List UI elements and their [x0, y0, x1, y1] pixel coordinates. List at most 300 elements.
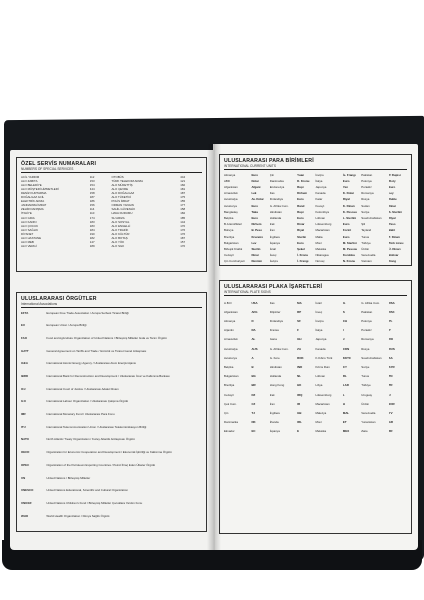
- plate-value: F: [297, 328, 299, 333]
- plate-value: TN: [388, 374, 393, 379]
- service-number: 170: [180, 223, 186, 228]
- plate-country: G. Afrika Cum.: [269, 346, 289, 351]
- plate-value: ZR: [388, 429, 393, 434]
- currency-country: İran: [269, 228, 275, 233]
- association-row: [21, 450, 202, 454]
- currency-column: [361, 172, 388, 265]
- plate-value: ZA: [297, 346, 302, 351]
- currency-country: Ürdün: [361, 247, 370, 252]
- currency-column: [251, 172, 269, 265]
- currency-value: Rupi: [297, 185, 304, 189]
- currency-value: İs. Frangı: [342, 172, 356, 177]
- plate-country: Finlandiya: [269, 319, 283, 323]
- association-row: [21, 336, 202, 340]
- plate-value: CY: [342, 365, 347, 370]
- association-name: United Nations Children's Fund / Birleşmiş Milletler Çocuklara Yardım Fonu: [46, 500, 143, 505]
- currency-value: Renmin: [251, 259, 263, 264]
- plate-country: Belçika: [224, 365, 234, 370]
- service-name: DİYANET: [21, 231, 34, 236]
- association-abbr: UNESCO: [21, 488, 34, 493]
- currency-country: Cezayir: [224, 253, 234, 258]
- plate-value: NL: [297, 374, 302, 379]
- service-name: ORMAN YANGIN: [111, 203, 134, 208]
- currency-country: İsveç: [269, 253, 277, 258]
- currency-country: Fas: [269, 191, 275, 196]
- plate-value: JOR: [388, 401, 395, 406]
- plates-box: [219, 280, 412, 534]
- plate-value: MAL: [342, 411, 350, 416]
- service-number: 444: [180, 174, 186, 179]
- currency-country: Macaristan: [315, 228, 330, 233]
- currency-value: Euro: [342, 222, 350, 227]
- plate-value: BR: [251, 383, 256, 388]
- currency-country: Birleşik Krallık: [224, 247, 243, 252]
- currency-value: Riyal: [388, 216, 396, 221]
- currency-value: M. Pesosu: [342, 247, 358, 252]
- plate-country: Uruguay: [361, 392, 373, 397]
- service-number: 189: [89, 244, 95, 249]
- currency-value: Sterlin: [297, 234, 307, 239]
- association-name: United Nations / Birleşmiş Milletler: [46, 475, 91, 480]
- currency-value: Dirhem: [297, 191, 308, 196]
- plate-country: Polonya: [361, 319, 372, 323]
- currency-value: Kordoba: [342, 253, 355, 258]
- service-name: ALO ENGELLİ: [111, 223, 131, 228]
- currency-country: Tayland: [361, 228, 372, 233]
- plate-country: Ürdün: [361, 401, 370, 406]
- currency-value: Euro: [297, 216, 304, 221]
- plate-value: SF: [297, 319, 301, 323]
- currency-country: İsviçre: [269, 259, 279, 264]
- currency-country: Malta: [315, 234, 323, 239]
- service-number: 112: [89, 174, 95, 179]
- plate-country: Filipinler: [269, 309, 281, 314]
- association-row: [21, 488, 202, 492]
- plate-country: Avusturya: [224, 355, 237, 360]
- plate-country: Hollanda: [269, 374, 282, 379]
- plate-value: P: [388, 328, 391, 333]
- association-abbr: WHO: [21, 513, 29, 518]
- service-number: 181: [180, 186, 186, 191]
- plate-country: Bulgaristan: [224, 374, 239, 379]
- plate-country: Yunanistan: [361, 420, 376, 425]
- association-name: European Free Trade Association / Avrupa Serbest Ticaret Birliği: [46, 310, 129, 315]
- currency-value: Rupi: [297, 209, 304, 214]
- association-abbr: EU: [21, 323, 26, 328]
- currency-country: Kanada: [315, 191, 326, 196]
- association-name: Food and Agriculture Organization of United Nations / Birleşmiş Milletler Gıda ve Tarım Örgütü: [46, 335, 167, 340]
- plate-country: İngiltere: [269, 411, 281, 416]
- currency-value: İ. Frangı: [297, 259, 309, 264]
- plate-value: AUS: [251, 346, 258, 351]
- currency-value: T. Dinarı: [388, 234, 400, 239]
- service-number: 160: [180, 182, 186, 187]
- currency-country: Suriye: [361, 209, 370, 214]
- plate-value: D: [251, 319, 254, 323]
- plate-country: Kıbrıs Rum: [315, 365, 330, 370]
- service-name: ALO YÖK: [111, 240, 125, 245]
- service-name: DENİZ KURTARMA: [21, 190, 47, 195]
- currency-country: Venezuella: [361, 253, 376, 258]
- plate-value: SA: [388, 355, 393, 360]
- currency-title: ULUSLARARASI PARA BİRİMLERİ: [224, 158, 314, 164]
- currency-country: Endonezya: [269, 185, 285, 189]
- plate-value: GR: [388, 420, 393, 425]
- plate-value: RA: [251, 328, 256, 333]
- association-name: International Monetary Fund / Uluslararası Para Fonu: [46, 412, 115, 417]
- plate-country: Avustralya: [224, 346, 238, 351]
- service-number: 170: [180, 244, 186, 249]
- special-services-subtitle: NUMBERS OF SPECIAL SERVICES: [21, 167, 74, 171]
- service-name: ALO TRAFİK: [111, 227, 129, 232]
- plate-country: İsveç: [315, 309, 323, 314]
- association-row: [21, 425, 202, 429]
- plate-value: GB: [297, 411, 302, 416]
- association-row: [21, 374, 202, 378]
- currency-value: Ley: [388, 191, 394, 196]
- service-name: ALO MÜFETTİŞ: [111, 182, 133, 187]
- plate-country: Malezya: [315, 411, 327, 416]
- service-number: 182: [89, 236, 95, 240]
- service-number: 186: [89, 199, 95, 204]
- plate-value: AFG: [251, 309, 258, 314]
- currency-country: Tunus: [361, 234, 370, 239]
- plate-value: TJ: [251, 411, 255, 416]
- currency-value: Kruzeiro: [251, 234, 264, 239]
- currency-country: Sudan: [361, 203, 370, 208]
- plate-value: IRL: [297, 420, 302, 425]
- currency-country: Pakistan: [361, 172, 373, 177]
- association-abbr: UN: [21, 475, 26, 480]
- association-row: [21, 387, 202, 391]
- association-row: [21, 437, 202, 441]
- plate-value: PAK: [388, 309, 395, 314]
- currency-country: Arnavutluk: [224, 191, 238, 196]
- service-number: 175: [180, 195, 186, 200]
- plate-column: [389, 299, 407, 437]
- currency-value: Euro: [251, 172, 259, 177]
- plate-value: GH: [297, 337, 302, 342]
- service-name: POLİS İMDAT: [111, 199, 130, 204]
- special-services-rule: [21, 172, 202, 173]
- association-row: [21, 514, 202, 518]
- currency-country: Kolombiya: [315, 209, 329, 214]
- plate-country: Lüksemburg: [315, 392, 332, 397]
- service-number: 121: [180, 178, 186, 183]
- currency-value: Yen: [342, 185, 349, 189]
- currency-value: Av. Dolar: [251, 197, 264, 202]
- currency-value: Bolivar: [388, 253, 399, 258]
- currency-value: Dinar: [297, 222, 305, 227]
- plate-value: E: [297, 429, 300, 434]
- service-number: 157: [180, 240, 186, 245]
- currency-value: Dirhem: [251, 222, 262, 227]
- association-name: European Union / Avrupa Birliği: [46, 323, 87, 328]
- currency-country: Lübnan: [315, 216, 326, 221]
- currency-value: Riyal: [342, 197, 350, 202]
- association-abbr: IAEA: [21, 361, 28, 366]
- plate-country: Japonya: [315, 337, 327, 342]
- service-number: 187: [89, 195, 95, 200]
- plate-value: KKTC: [342, 355, 351, 360]
- service-name: ZEHİR DANIŞMA: [21, 207, 44, 212]
- currency-country: Afganistan: [224, 185, 238, 189]
- plate-country: Suudi Arabistan: [361, 355, 382, 360]
- service-number: 114: [89, 207, 95, 212]
- service-name: ALO MÜŞTERİ HİZMETLERİ: [21, 186, 59, 191]
- currency-country: Portekiz: [361, 185, 372, 189]
- currency-value: P. Rupisi: [388, 172, 401, 177]
- plate-value: L: [342, 392, 345, 397]
- association-name: Organization of the Petroleum Exporting Countries / Petrol İhraç Eden Ülkeler Örgütü: [46, 462, 156, 467]
- plate-country: Cezayir: [224, 392, 234, 397]
- service-name: ALO ÇOCUK: [21, 223, 39, 228]
- currency-country: Şili: [361, 222, 366, 227]
- currency-value: Ruble: [388, 197, 397, 202]
- service-number: 187: [180, 236, 186, 240]
- currency-country: Polonya: [361, 178, 372, 183]
- service-number: 176: [180, 231, 186, 236]
- plate-country: Lübnan: [315, 374, 326, 379]
- plate-value: RUS: [388, 346, 395, 351]
- currency-value: K. Dinarı: [342, 203, 355, 208]
- plate-value: HK: [297, 383, 302, 388]
- currency-country: Irak: [269, 222, 275, 227]
- plate-country: Libya: [315, 383, 323, 388]
- currency-country: Avustralya: [224, 197, 238, 202]
- plate-country: G. Afrika Cum.: [361, 300, 380, 305]
- plate-country: Portekiz: [361, 328, 372, 333]
- service-number: 147: [89, 240, 95, 245]
- plate-country: Brezilya: [224, 383, 235, 388]
- plate-value: LAR: [342, 383, 349, 388]
- service-name: ALO BELEDİYE: [21, 182, 42, 187]
- currency-value: Baht: [388, 228, 396, 233]
- currency-value: Türk Lirası: [388, 240, 404, 245]
- association-row: [21, 323, 202, 327]
- service-name: ALO TÜKETİCİ: [111, 195, 132, 200]
- association-abbr: GATT: [21, 348, 29, 353]
- plate-country: Suriye: [361, 365, 370, 370]
- currency-country: İtalya: [315, 178, 323, 183]
- currency-country: Bangladeş: [224, 209, 238, 214]
- service-name: ALO SAĞLIK: [21, 227, 39, 232]
- service-number: 174: [89, 215, 95, 220]
- currency-country: Brezilya: [224, 234, 235, 239]
- service-number: 183: [89, 223, 95, 228]
- currency-country: Hollanda: [269, 216, 282, 221]
- currency-value: B. Peso: [251, 228, 263, 233]
- service-name: ACİL YARDIM: [21, 174, 40, 179]
- plate-country: Pakistan: [361, 309, 373, 314]
- service-name: ALO SGK: [111, 244, 125, 249]
- plate-column: [270, 299, 297, 437]
- currency-subtitle: INTERNATIONAL CURRENT UNITS: [224, 164, 277, 168]
- currency-country: Mısır: [315, 240, 322, 245]
- service-name: ALO ÇEVRE: [111, 186, 129, 191]
- service-name: ELEKTRİK ARIZA: [21, 199, 45, 204]
- association-name: General Agreement on Tariffs and Trade / Gümrük ve Ticaret Genel Anlaşması: [46, 348, 147, 353]
- plate-country: G. Kore: [269, 355, 280, 360]
- currency-value: N. Kronu: [342, 259, 356, 264]
- service-name: SAHİL GÜVENLİK: [111, 207, 136, 212]
- plate-country: İrlanda: [269, 420, 279, 425]
- service-name: ALO MEB: [21, 240, 34, 245]
- plate-column: [224, 299, 251, 437]
- currency-country: İsviçre: [315, 172, 324, 177]
- currency-value: Dong: [388, 259, 397, 264]
- service-number: 176: [180, 227, 186, 232]
- associations-title: ULUSLARARASI ÖRGÜTLER: [21, 296, 97, 302]
- plate-value: J: [342, 337, 345, 342]
- plate-column: [361, 299, 388, 437]
- service-name: DOĞALGAZ ACİL: [21, 195, 45, 200]
- service-name: ALO VERGİ: [21, 244, 37, 249]
- plate-country: K.Kıbrıs Türk: [315, 355, 333, 360]
- service-number: 158: [89, 190, 95, 195]
- associations-subtitle: International Associations: [21, 302, 58, 306]
- currency-country: Rusya: [361, 197, 370, 202]
- currency-value: Euro: [251, 216, 259, 221]
- service-number: 110: [89, 211, 95, 216]
- plate-country: Meksika: [315, 429, 327, 434]
- currency-country: Hindistan: [269, 209, 282, 214]
- plate-country: Fransa: [269, 328, 279, 333]
- association-abbr: OECD: [21, 450, 30, 455]
- plate-value: RO: [388, 337, 393, 342]
- association-name: International Labour Organization / Uluslararası Çalışma Örgütü: [46, 399, 129, 404]
- special-services-table: [21, 175, 202, 249]
- service-name: TÜRK TELEKOM ARIZA: [111, 178, 144, 183]
- plate-value: H: [342, 401, 345, 406]
- plate-value: TR: [388, 383, 393, 388]
- currency-value: Lev: [251, 240, 257, 245]
- plates-title: ULUSLARARASI PLAKA İŞARETLERİ: [224, 284, 323, 290]
- service-name: ALO BOTAŞ: [111, 236, 128, 240]
- book-gutter: [207, 144, 221, 550]
- currency-country: Almanya: [224, 172, 236, 177]
- plate-country: Rusya: [361, 346, 370, 351]
- association-name: International Bank for Reconstruction and Development / Uluslararası İmar ve Kalkınma Bankası: [46, 374, 170, 379]
- currency-value: Ü. Dinarı: [388, 247, 401, 252]
- currency-country: İspanya: [269, 240, 280, 245]
- plate-country: Danimarka: [224, 420, 238, 425]
- currency-value: Euro: [342, 234, 350, 239]
- association-row: [21, 399, 202, 403]
- plate-country: Almanya: [224, 319, 236, 323]
- plate-country: Gana: [269, 337, 277, 342]
- plate-country: Türkiye: [361, 383, 371, 388]
- currency-country: Danimarka: [269, 178, 284, 183]
- currency-value: Euro: [297, 240, 304, 245]
- plate-value: IND: [297, 365, 303, 370]
- currency-value: Forint: [342, 228, 352, 233]
- plate-value: I: [342, 328, 344, 333]
- plate-country: Zaire: [361, 429, 368, 434]
- service-number: 154: [89, 182, 95, 187]
- plate-country: Çek Cum.: [224, 401, 237, 406]
- service-number: 177: [180, 203, 186, 208]
- plate-value: MEX: [342, 429, 350, 434]
- currency-country: Nikaragua: [315, 253, 329, 258]
- plate-country: Venezuella: [361, 411, 376, 416]
- plate-country: İsviçre: [315, 319, 324, 323]
- currency-value: Afgani: [251, 185, 261, 189]
- currency-country: Avusturya: [224, 203, 237, 208]
- currency-value: Taka: [251, 209, 258, 214]
- plate-value: DZ: [251, 392, 256, 397]
- currency-value: İ. Kronu: [297, 253, 309, 258]
- plate-country: Romanya: [361, 337, 374, 342]
- plate-value: PL: [388, 319, 393, 323]
- plate-value: IL: [342, 300, 346, 305]
- plate-value: RP: [297, 309, 302, 314]
- currency-country: Meksika: [315, 247, 327, 252]
- plate-value: USA: [251, 300, 258, 305]
- currency-country: İsrail: [269, 247, 276, 252]
- currency-value: L. Sterlini: [342, 216, 357, 221]
- association-abbr: UNICEF: [21, 500, 32, 505]
- plate-country: A.B.D: [224, 300, 232, 305]
- service-name: JANDARMA İMDAT: [21, 203, 47, 208]
- service-number: 158: [180, 207, 186, 212]
- association-row: [21, 349, 202, 353]
- association-abbr: NATO: [21, 437, 29, 442]
- plate-country: İtalya: [315, 328, 323, 333]
- currency-country: Bolivya: [224, 228, 234, 233]
- service-number: 190: [89, 231, 95, 236]
- currency-value: Lek: [251, 191, 257, 196]
- currency-value: K. Pesosu: [342, 209, 357, 214]
- currency-column: [389, 172, 407, 265]
- currency-country: Finlandiya: [269, 197, 283, 202]
- service-number: 184: [89, 227, 95, 232]
- plate-value: RSA: [388, 300, 395, 305]
- association-name: International Court of Justice / Uluslararası Adalet Divanı: [46, 386, 119, 391]
- service-number: 183: [89, 219, 95, 224]
- plate-column: [251, 299, 269, 437]
- plate-country: Arnavutluk: [224, 337, 238, 342]
- plate-value: MA: [297, 300, 302, 305]
- left-page: [10, 150, 213, 550]
- plate-country: İsrail: [315, 300, 322, 305]
- association-row: [21, 412, 202, 416]
- currency-country: Katar: [315, 197, 323, 202]
- plates-rule: [224, 295, 407, 296]
- plate-country: Irak: [269, 392, 275, 397]
- plate-value: IR: [297, 401, 301, 406]
- currency-country: İngiltere: [269, 234, 281, 239]
- plate-country: Ekvador: [224, 429, 235, 434]
- currency-value: K. Dolar: [342, 191, 354, 196]
- currency-value: S. Sterlini: [388, 209, 402, 214]
- service-name: İTFAİYE: [21, 211, 32, 216]
- currency-value: Euro: [297, 197, 304, 202]
- plate-value: RL: [342, 374, 347, 379]
- currency-country: Çin Cumhuriyeti: [224, 259, 245, 264]
- currency-value: Dolar: [251, 178, 259, 183]
- plate-country: Kanada: [315, 346, 326, 351]
- association-abbr: ITU: [21, 424, 26, 429]
- currency-country: G. Afrika Cum.: [269, 203, 289, 208]
- currency-column: [224, 172, 251, 265]
- association-abbr: IBRD: [21, 374, 29, 379]
- currency-column: [270, 172, 297, 265]
- association-name: United Nations Educational, Scientific and Cultural Organization: [46, 488, 128, 493]
- association-name: International Telecommunication Union / Uluslararası Telekomünikasyon Birliği: [46, 424, 147, 429]
- service-number: 153: [89, 178, 95, 183]
- association-name: North Atlantic Treaty Organization / Kuzey Atlantik Antlaşması Örgütü: [46, 437, 135, 442]
